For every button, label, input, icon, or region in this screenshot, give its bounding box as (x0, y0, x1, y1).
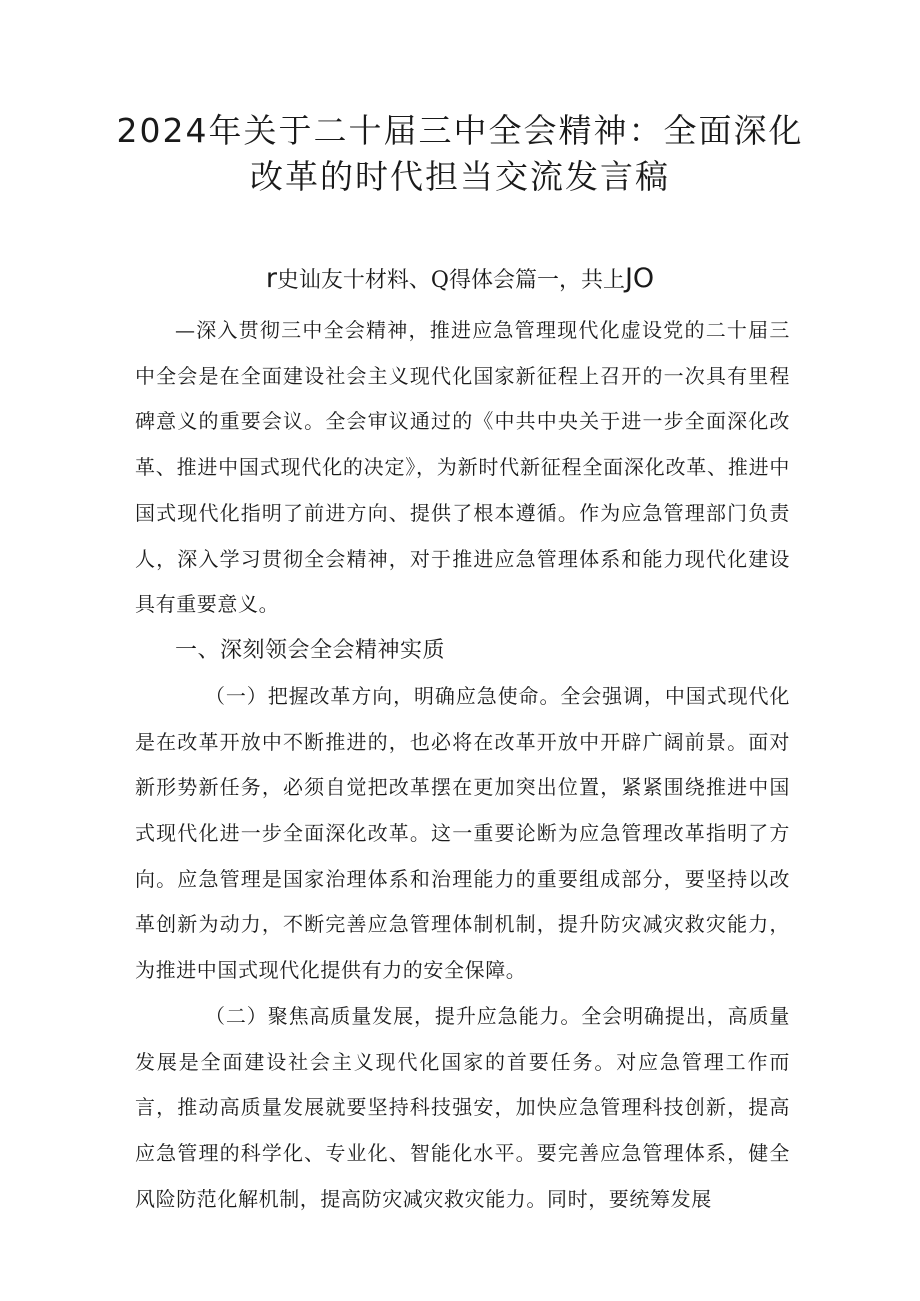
intro-paragraph: —深入贯彻三中全会精神，推进应急管理现代化虚设党的二十届三中全会是在全面建设社会主义现代化国家新征程上召开的一次具有里程碑意义的重要会议。全会审议通过的《中共中央关于进一步全面深化改革、推进中国式现代化的决定》，为新时代新征程全面深化改革、推进中国式现代化指明了前进方向、提供了根本遵循。作为应急管理部门负责人，深入学习贯彻全会精神，对于推进应急管理体系和能力现代化建设具有重要意义。 (135, 318, 790, 617)
document-body (135, 308, 790, 1222)
document-title-line-2: 改革的时代担当交流发言稿 (250, 157, 670, 196)
subtitle-prefix: r (265, 263, 277, 294)
paragraph-point-1: （一）把握改革方向，明确应急使命。全会强调，中国式现代化是在改革开放中不断推进的，也必将在改革开放中开辟广阔前景。面对新形势新任务，必须自觉把改革摆在更加突出位置，紧紧围绕推进中国式现代化进一步全面深化改革。这一重要论断为应急管理改革指明了方向。应急管理是国家治理体系和治理能力的重要组成部分，要坚持以改革创新为动力，不断完善应急管理体制机制，提升防灾减灾救灾能力，为推进中国式现代化提供有力的安全保障。 (135, 683, 790, 983)
document-subtitle (90, 259, 830, 301)
subtitle-text: 史讪友十材料、Q得体会篇一，共上 (276, 268, 625, 293)
subtitle-suffix: JO (624, 263, 655, 294)
document-title-line-1: 2024年关于二十届三中全会精神：全面深化 (116, 111, 804, 150)
section-heading: 一、深刻领会全会精神实质 (175, 637, 446, 663)
paragraph-point-2: （二）聚焦高质量发展，提升应急能力。全会明确提出，高质量发展是全面建设社会主义现代化国家的首要任务。对应急管理工作而言，推动高质量发展就要坚持科技强安，加快应急管理科技创新，提高应急管理的科学化、专业化、智能化水平。要完善应急管理体系，健全风险防范化解机制，提高防灾减灾救灾能力。同时，要统筹发展 (135, 1003, 790, 1211)
